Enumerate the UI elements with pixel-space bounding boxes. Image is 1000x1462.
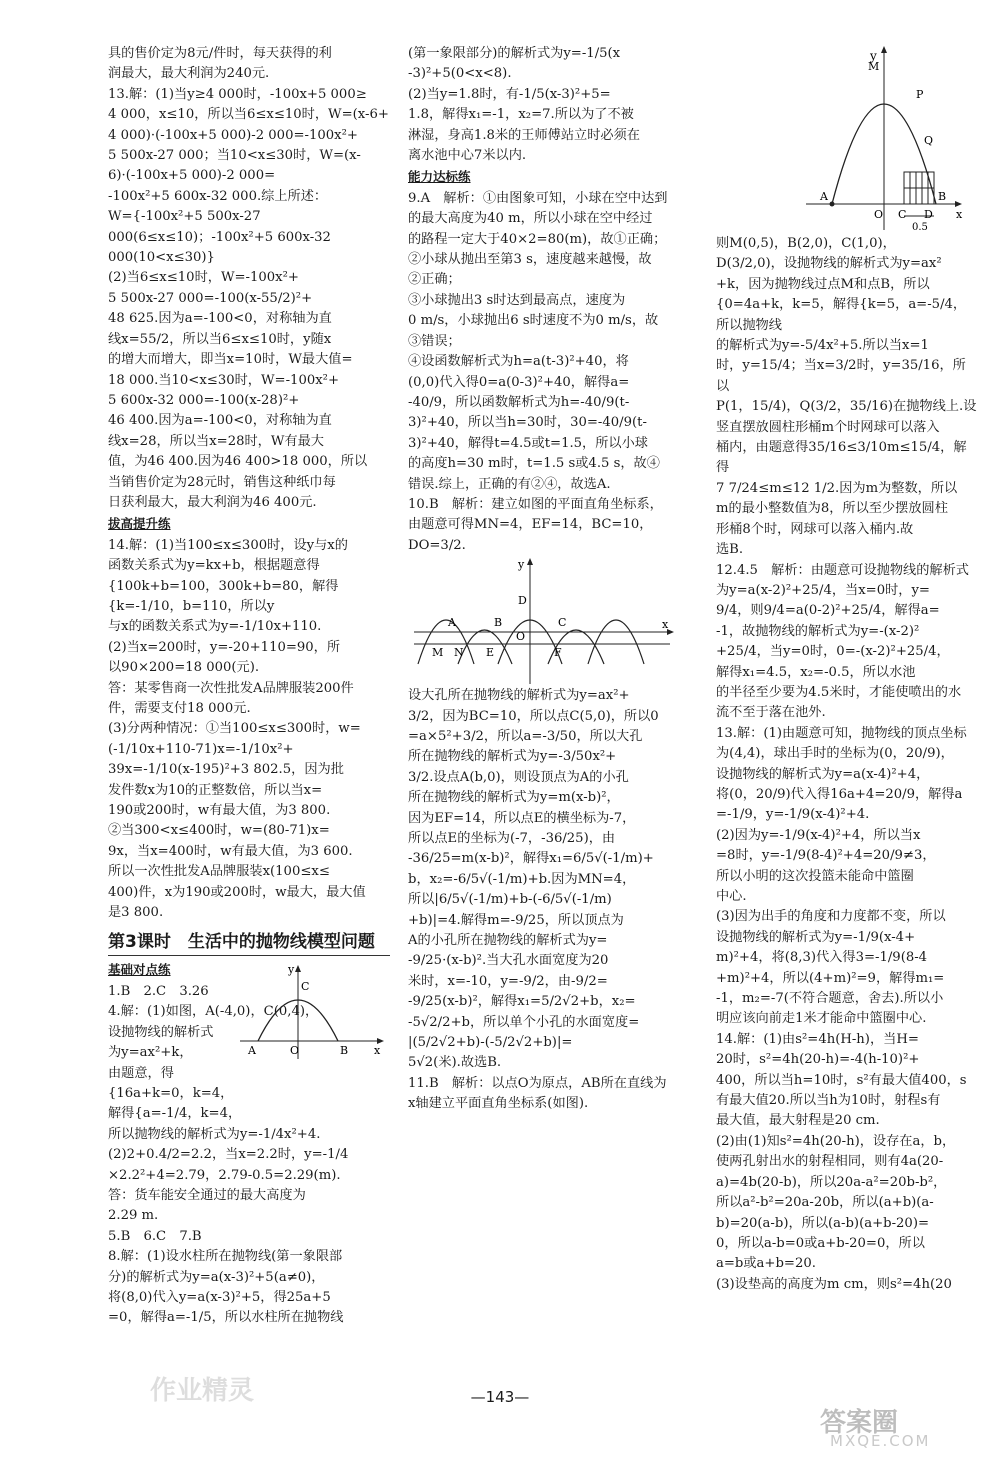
text-line: 39x=-1/10(x-195)²+3 802.5，因为批 xyxy=(108,762,344,778)
svg-text:M: M xyxy=(868,60,880,73)
svg-text:N: N xyxy=(454,646,464,660)
text-line: ③错误； xyxy=(408,333,461,349)
svg-text:C: C xyxy=(898,208,907,221)
text-line: 线x=28，所以当x=28时，W有最大 xyxy=(108,433,324,449)
text-line: (2)当6≤x≤10时，W=-100x²+ xyxy=(108,270,299,286)
fig1-b-label: B xyxy=(340,1044,349,1058)
text-line: 将(8,0)代入y=a(x-3)²+5，得25a+5 xyxy=(108,1289,331,1305)
column-middle xyxy=(408,44,686,1115)
text-line: D(3/2,0)，设抛物线的解析式为y=ax² xyxy=(716,256,942,272)
text-line: (3)设垫高的高度为m cm，则s²=4h(20 xyxy=(716,1276,952,1292)
text-line: 以90×200=18 000(元). xyxy=(108,660,260,676)
text-line: ③小球抛出3 s时达到最高点，速度为 xyxy=(408,292,626,308)
text-line: 分)的解析式为y=a(x-3)²+5(a≠0)， xyxy=(108,1269,325,1285)
text-line: (2)2+0.4/2=2.2，当x=2.2时，y=-1/4 xyxy=(108,1147,349,1163)
fig1-x-label: x xyxy=(374,1044,381,1058)
text-line: a=b或a+b=20. xyxy=(716,1256,816,1272)
text-line: 设抛物线的解析式为y=-1/9(x-4+ xyxy=(716,929,916,945)
svg-text:B: B xyxy=(938,190,947,203)
section-heading: 基础对点练 xyxy=(108,962,171,978)
text-line: (3)因为出手的角度和力度都不变，所以 xyxy=(716,909,946,925)
text-line: 9.A 解析：①由图象可知，小球在空中达到 xyxy=(408,190,668,206)
text-line: 由题意可得MN=4，EF=14，BC=10， xyxy=(408,517,653,533)
text-line: {100k+b=100，300k+b=80，解得{k=-1/10，b=110，所以y xyxy=(108,578,339,614)
text-line: 46 400.因为a=-100<0，对称轴为直 xyxy=(108,413,332,429)
svg-text:D: D xyxy=(924,208,933,221)
svg-text:A: A xyxy=(820,190,828,203)
text-line: -3)²+5(0<x<8). xyxy=(408,66,512,82)
text-line: 4 000，x≤10，所以当6≤x≤10时，W=(x-6+ xyxy=(108,107,389,123)
text-line: 4 000)·(-100x+5 000)-2 000=-100x²+ xyxy=(108,127,358,143)
svg-text:M: M xyxy=(432,646,444,660)
text-line: 因为EF=14，所以点E的横坐标为-7， xyxy=(408,810,636,826)
text-line: a)=4b(20-b)，所以20a-a²=20b-b²， xyxy=(716,1174,947,1190)
text-line: 淋湿，身高1.8米的王师傅站立时必须在 xyxy=(408,127,640,143)
text-line: 13.解：(1)当y≥4 000时，-100x+5 000≥ xyxy=(108,86,367,102)
text-line: 1.8，解得x₁=-1，x₂=7.所以为了不被 xyxy=(408,107,634,123)
text-line: 10.B 解析：建立如图的平面直角坐标系， xyxy=(408,496,663,512)
text-line: 线x=55/2，所以当6≤x≤10时，y随x xyxy=(108,331,332,347)
text-line: 2.29 m. xyxy=(108,1208,159,1224)
text-line: 最大值，最大射程是20 cm. xyxy=(716,1113,880,1129)
text-line: +m)²+4，所以(4+m)²=9，解得m₁= xyxy=(716,970,945,986)
text-line: ②小球从抛出至第3 s，速度越来越慢，故 xyxy=(408,252,652,268)
svg-text:y: y xyxy=(518,558,525,572)
text-line: 竖直摆放圆柱形桶m个时网球可以落入 xyxy=(716,419,940,435)
text-line: A的小孔所在抛物线的解析式为y= xyxy=(408,933,608,949)
watermark-stamp: 作业精灵 xyxy=(150,1376,255,1406)
text-line: 0，所以a-b=0或a+b-20=0，所以 xyxy=(716,1235,925,1251)
svg-text:D: D xyxy=(518,594,527,608)
text-line: (2)因为y=-1/9(x-4)²+4，所以当x xyxy=(716,827,921,843)
section-heading: 拔高提升练 xyxy=(108,516,171,532)
watermark-url: MXQE.COM xyxy=(830,1432,931,1450)
svg-text:x: x xyxy=(662,618,669,632)
column-right xyxy=(716,44,978,1295)
fig1-y-label: y xyxy=(288,963,295,977)
watermark-logo: 答案圈 xyxy=(820,1408,899,1438)
text-line: b)=20(a-b)，所以(a-b)(a+b-20)= xyxy=(716,1215,930,1231)
text-line: 14.解：(1)由s²=4h(H-h)，当H= xyxy=(716,1031,919,1047)
text-line: 形桶8个时，网球可以落入桶内.故 xyxy=(716,521,914,537)
text-line: 设大孔所在抛物线的解析式为y=ax²+ xyxy=(408,688,630,704)
svg-text:y: y xyxy=(870,49,877,63)
text-line: =8时，y=-1/9(8-4)²+4=20/9≠3， xyxy=(716,848,936,864)
text-line: 11.B 解析：以点O为原点，AB所在直线为 xyxy=(408,1075,667,1091)
text-line: 所以抛物线的解析式为y=-1/4x²+4. xyxy=(108,1126,321,1142)
svg-text:F: F xyxy=(554,646,562,660)
text-line: 3/2.设点A(b,0)，则设顶点为A的小孔 xyxy=(408,769,629,785)
text-line: +25/4，当y=0时，0=-(x-2)²+25/4， xyxy=(716,644,950,660)
text-line: 18 000.当10<x≤30时，W=-100x²+ xyxy=(108,372,339,388)
text-line: W={-100x²+5 500x-27 000(6≤x≤10)；-100x²+5 600x-32 000(10<x≤30)} xyxy=(108,209,336,266)
text-line: 离水池中心7米以内. xyxy=(408,148,527,164)
text-line: 5 500x-27 000=-100(x-55/2)²+ xyxy=(108,290,313,306)
text-line: (-1/10x+110-71)x=-1/10x²+ xyxy=(108,741,294,757)
text-line: (2)由(1)知s²=4h(20-h)，设存在a，b， xyxy=(716,1133,956,1149)
text-line: 的增大而增大，即当x=10时，W最大值= xyxy=(108,352,353,368)
text-line: x轴建立平面直角坐标系(如图). xyxy=(408,1096,589,1112)
text-line: 使两孔射出水的射程相同，则有4a(20- xyxy=(716,1154,944,1170)
text-line: 1.B 2.C 3.26 xyxy=(108,983,209,999)
text-line: 值，为46 400.因为46 400>18 000，所以 xyxy=(108,454,368,470)
text-line: 错误.综上，正确的有②④，故选A. xyxy=(408,476,611,492)
text-line: 解得x₁=4.5，x₂=-0.5，所以水池 xyxy=(716,664,916,680)
text-line: 设抛物线的解析式 xyxy=(108,1024,214,1040)
text-line: 选B. xyxy=(716,542,744,558)
text-line: {16a+k=0，k=4， xyxy=(108,1085,234,1101)
text-line: 所以一次性批发A品牌服装x(100≤x≤ xyxy=(108,864,330,880)
text-line: 400，所以当h=10时，s²有最大值400，s xyxy=(716,1072,967,1088)
text-line: 润最大，最大利润为240元. xyxy=(108,66,270,82)
text-line: 桶内，由题意得35/16≤3/10m≤15/4，解得 xyxy=(716,440,967,476)
text-line: 5√2(米).故选B. xyxy=(408,1055,502,1071)
text-line: ②正确； xyxy=(408,272,461,288)
text-line: 米时，x=-10，y=-9/2，由-9/2= xyxy=(408,973,608,989)
svg-text:O: O xyxy=(874,208,884,221)
text-line: 设抛物线的解析式为y=a(x-4)²+4， xyxy=(716,766,930,782)
text-line: 为y=a(x-2)²+25/4，当x=0时，y= xyxy=(716,582,930,598)
text-line: 则M(0,5)，B(2,0)，C(1,0)， xyxy=(716,236,896,251)
text-line: 所以点E的坐标为(-7，-36/25)，由 xyxy=(408,831,616,846)
text-line: 是3 800. xyxy=(108,905,164,921)
text-line: 为y=ax²+k， xyxy=(108,1045,193,1061)
text-line: 与x的函数关系式为y=-1/10x+110. xyxy=(108,619,322,635)
fig1-a-label: A xyxy=(248,1044,256,1058)
text-line: 9/4，则9/4=a(0-2)²+25/4，解得a= xyxy=(716,603,940,619)
text-line: =a×5²+3/2，所以a=-3/50，所以大孔 xyxy=(408,728,643,744)
text-line: 函数关系式为y=kx+b，根据题意得 xyxy=(108,558,320,574)
text-line: |(5/2√2+b)-(-5/2√2+b)|= xyxy=(408,1035,573,1051)
text-line: {0=4a+k，k=5，解得{k=5，a=-5/4，所以抛物线 xyxy=(716,297,967,333)
text-line: -5√2/2+b，所以单个小孔的水面宽度= xyxy=(408,1014,640,1030)
text-line: m的最小整数值为8，所以至少摆放圆柱 xyxy=(716,501,948,517)
svg-text:B: B xyxy=(494,616,503,630)
text-line: 明应该向前走1米才能命中篮圈中心. xyxy=(716,1011,927,1027)
text-line: -36/25=m(x-b)²，解得x₁=6/5√(-1/m)+ xyxy=(408,851,654,867)
svg-text:P: P xyxy=(916,88,924,101)
text-line: (0,0)代入得0=a(0-3)²+40，解得a= xyxy=(408,374,630,390)
svg-text:E: E xyxy=(486,646,495,660)
lesson-title: 第3课时 生活中的抛物线模型问题 xyxy=(108,929,390,956)
text-line: DO=3/2. xyxy=(408,537,466,553)
bridge-parabola-figure xyxy=(236,963,386,1063)
text-line: 为(4,4)，球出手时的坐标为(0，20/9)， xyxy=(716,746,954,762)
text-line: 所以|6/5√(-1/m)+b-(-6/5√(-1/m) xyxy=(408,892,612,908)
text-line: 5 500x-27 000；当10<x≤30时，W=(x- xyxy=(108,148,361,164)
text-line: 所在抛物线的解析式为y=-3/50x²+ xyxy=(408,749,617,765)
text-line: 14.解：(1)当100≤x≤300时，设y与x的 xyxy=(108,537,348,553)
text-line: 的高度h=30 m时，t=1.5 s或4.5 s，故④ xyxy=(408,456,660,472)
page-number: —143— xyxy=(470,1388,530,1406)
text-line: 将(0，20/9)代入得16a+4=20/9，解得a xyxy=(716,786,963,802)
text-line: 日获利最大，最大利润为46 400元. xyxy=(108,494,317,510)
text-line: 48 625.因为a=-100<0，对称轴为直 xyxy=(108,311,332,327)
text-line: =0，解得a=-1/5，所以水柱所在抛物线 xyxy=(108,1310,344,1326)
text-line: 400)件，x为190或200时，w最大，最大值 xyxy=(108,884,366,900)
text-line: 所以a²-b²=20a-20b，所以(a+b)(a- xyxy=(716,1195,934,1211)
text-line: 所在抛物线的解析式为y=m(x-b)²， xyxy=(408,790,620,806)
text-line: 0 m/s，小球抛出6 s时速度不为0 m/s，故 xyxy=(408,313,659,329)
text-line: 8.解：(1)设水柱所在抛物线(第一象限部 xyxy=(108,1249,343,1265)
text-line: 的解析式为y=-5/4x²+5.所以当x=1 xyxy=(716,338,929,354)
text-line: -9/25(x-b)²，解得x₁=5/2√2+b，x₂= xyxy=(408,994,636,1010)
text-line: ②当300<x≤400时，w=(80-71)x= xyxy=(108,823,330,839)
svg-text:O: O xyxy=(516,630,526,644)
text-line: (3)分两种情况：①当100≤x≤300时，w= xyxy=(108,721,361,737)
svg-text:A: A xyxy=(448,616,456,630)
text-line: (第一象限部分)的解析式为y=-1/5(x xyxy=(408,46,621,61)
text-line: 3/2，因为BC=10，所以点C(5,0)，所以0 xyxy=(408,708,659,724)
text-line: 当销售价定为28元时，销售这种纸巾每 xyxy=(108,474,336,490)
text-line: 20时，s²=4h(20-h)=-4(h-10)²+ xyxy=(716,1052,920,1068)
text-line: 3)²+40，所以当h=30时，30=-40/9(t- xyxy=(408,415,647,431)
text-line: b，x₂=-6/5√(-1/m)+b.因为MN=4， xyxy=(408,871,636,887)
text-line: 答：货车能安全通过的最大高度为 xyxy=(108,1187,306,1203)
text-line: -100x²+5 600x-32 000.综上所述： xyxy=(108,188,328,204)
section-heading: 能力达标练 xyxy=(408,169,471,185)
text-line: (2)当x=200时，y=-20+110=90，所 xyxy=(108,639,341,655)
text-line: 具的售价定为8元/件时，每天获得的利 xyxy=(108,46,332,61)
text-line: (2)当y=1.8时，有-1/5(x-3)²+5= xyxy=(408,86,611,102)
text-line: ④设函数解析式为h=a(t-3)²+40，将 xyxy=(408,354,629,370)
text-line: 12.4.5 解析：由题意可设抛物线的解析式 xyxy=(716,562,969,578)
fig1-o-label: O xyxy=(290,1044,300,1058)
text-line: 的最大高度为40 m，所以小球在空中经过 xyxy=(408,211,653,227)
svg-text:C: C xyxy=(558,616,567,630)
text-line: 时，y=15/4；当x=3/2时，y=35/16，所以 xyxy=(716,358,966,394)
tennis-parabola-figure xyxy=(766,44,966,234)
text-line: 190或200时，w有最大值，为3 800. xyxy=(108,803,331,819)
arch-bridge-figure xyxy=(408,556,678,686)
text-line: 中心. xyxy=(716,889,747,904)
text-line: 13.解：(1)由题意可知，抛物线的顶点坐标 xyxy=(716,725,967,741)
text-line: 件，需要支付18 000元. xyxy=(108,701,251,716)
text-line: 发件数x为10的正整数倍，所以当x= xyxy=(108,782,323,798)
text-line: 有最大值20.所以当h为10时，射程s有 xyxy=(716,1093,941,1109)
text-line: 答：某零售商一次性批发A品牌服装200件 xyxy=(108,680,354,696)
svg-text:0.5: 0.5 xyxy=(912,222,928,233)
text-line: m)²+4，将(8,3)代入得3=-1/9(8-4 xyxy=(716,950,928,966)
text-line: ×2.2²+4=2.79，2.79-0.5=2.29(m). xyxy=(108,1167,341,1183)
text-line: +b)|=4.解得m=-9/25，所以顶点为 xyxy=(408,912,624,928)
fig1-c-label: C xyxy=(301,980,310,994)
text-line: 3)²+40，解得t=4.5或t=1.5，所以小球 xyxy=(408,435,648,451)
text-line: 4.解：(1)如图，A(-4,0)，C(0,4)， xyxy=(108,1004,319,1020)
text-line: 的路程一定大于40×2=80(m)，故①正确； xyxy=(408,231,667,247)
column-left xyxy=(108,44,390,1329)
text-line: 解得{a=-1/4，k=4， xyxy=(108,1106,242,1122)
text-line: P(1，15/4)，Q(3/2，35/16)在抛物线上.设 xyxy=(716,399,977,415)
text-line: -40/9，所以函数解析式为h=-40/9(t- xyxy=(408,394,630,410)
text-line: =-1/9，y=-1/9(x-4)²+4. xyxy=(716,807,870,823)
text-line: -9/25·(x-b)².当大孔水面宽度为20 xyxy=(408,953,609,969)
text-line: 5.B 6.C 7.B xyxy=(108,1228,202,1244)
text-line: 的半径至少要为4.5米时，才能使喷出的水 xyxy=(716,684,962,700)
text-line: 由题意，得 xyxy=(108,1065,174,1081)
text-line: +k，因为抛物线过点M和点B，所以 xyxy=(716,276,930,292)
text-line: 9x，当x=400时，w有最大值，为3 600. xyxy=(108,843,353,859)
svg-text:x: x xyxy=(956,208,963,221)
text-line: 所以小明的这次投篮未能命中篮圈 xyxy=(716,868,914,884)
text-line: 6)·(-100x+5 000)-2 000= xyxy=(108,168,276,184)
text-line: 7 7/24≤m≤12 1/2.因为m为整数，所以 xyxy=(716,480,958,496)
text-line: -1，m₂=-7(不符合题意，舍去).所以小 xyxy=(716,991,944,1007)
svg-text:Q: Q xyxy=(924,134,934,147)
text-line: 流不至于落在池外. xyxy=(716,705,826,721)
text-line: -1，故抛物线的解析式为y=-(x-2)² xyxy=(716,623,920,639)
text-line: 5 600x-32 000=-100(x-28)²+ xyxy=(108,392,300,408)
